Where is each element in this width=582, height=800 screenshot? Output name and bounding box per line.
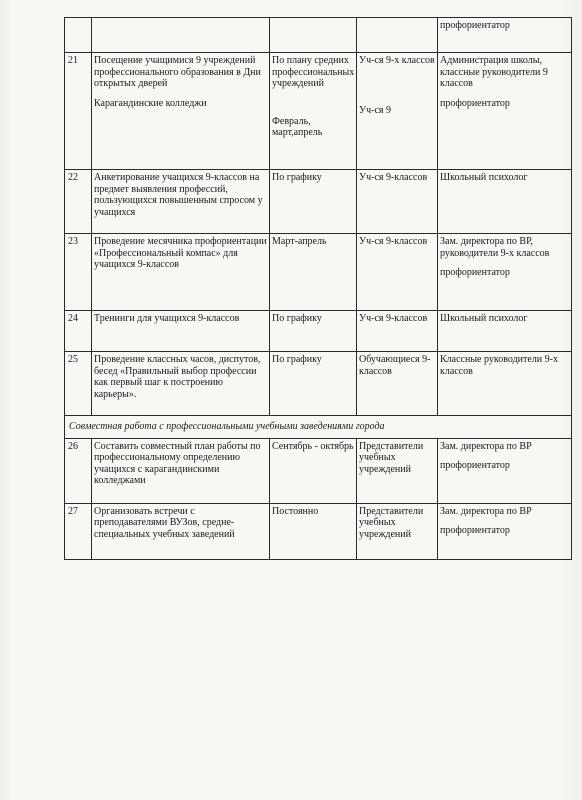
activity-plan-table <box>64 17 572 560</box>
cell-timing: По графику <box>270 352 357 416</box>
cell-participants: Представители учебных учреждений <box>357 503 438 559</box>
cell-participants: Уч-ся 9-классов <box>357 311 438 352</box>
responsible-text: профориентатор <box>440 20 510 31</box>
cell-participants: Уч-ся 9-классов <box>357 170 438 234</box>
table-row <box>65 53 572 170</box>
activity-note: Карагандинские колледжи <box>94 97 207 109</box>
cell-timing: Постоянно <box>270 503 357 559</box>
responsible-note: профориентатор <box>440 525 510 536</box>
table-row <box>65 352 572 416</box>
cell-participants: Представители учебных учреждений <box>357 438 438 503</box>
cell-participants <box>357 53 438 170</box>
table-row <box>65 438 572 503</box>
cell-timing: Сентябрь - октябрь <box>270 438 357 503</box>
participants-text: Уч-ся 9-х классов <box>359 55 435 66</box>
cell-responsible <box>438 438 572 503</box>
table-row-continuation <box>65 18 572 53</box>
cell-activity: Проведение классных часов, диспутов, бесед «Правильный выбор профессии как первый шаг к построению карьеры». <box>92 352 270 416</box>
responsible-note: профориентатор <box>440 460 510 471</box>
cell-responsible: Школьный психолог <box>438 170 572 234</box>
responsible-text: Зам. директора по ВР <box>440 505 532 517</box>
table-row <box>65 170 572 234</box>
cell-responsible <box>438 53 572 170</box>
section-heading: Совместная работа с профессиональными учебными заведениями города <box>65 416 572 439</box>
cell-participants <box>357 18 438 53</box>
cell-num: 23 <box>65 234 92 311</box>
cell-responsible <box>438 503 572 559</box>
cell-num <box>65 18 92 53</box>
cell-num: 25 <box>65 352 92 416</box>
cell-activity: Организовать встречи с преподавателями ВУЗов, средне-специальных учебных заведений <box>92 503 270 559</box>
cell-activity: Составить совместный план работы по профессиональному определению учащихся с карагандинскими колледжами <box>92 438 270 503</box>
cell-responsible <box>438 234 572 311</box>
responsible-text: Зам. директора по ВР, руководители 9-х классов <box>440 236 550 259</box>
cell-timing: По графику <box>270 170 357 234</box>
cell-timing: По графику <box>270 311 357 352</box>
section-heading-row <box>65 416 572 439</box>
responsible-note: профориентатор <box>440 267 510 278</box>
cell-responsible <box>438 18 572 53</box>
cell-timing <box>270 18 357 53</box>
cell-activity <box>92 53 270 170</box>
cell-responsible: Школьный психолог <box>438 311 572 352</box>
table-row <box>65 503 572 559</box>
timing-text: По плану средних профессиональных учреждений <box>272 55 355 89</box>
participants-note: Уч-ся 9 <box>359 104 391 116</box>
table-row <box>65 234 572 311</box>
cell-participants: Обучающиеся 9-классов <box>357 352 438 416</box>
cell-num: 27 <box>65 503 92 559</box>
cell-responsible: Классные руководители 9-х классов <box>438 352 572 416</box>
responsible-text: Зам. директора по ВР <box>440 440 532 452</box>
cell-participants: Уч-ся 9-классов <box>357 234 438 311</box>
activity-text: Посещение учащимися 9 учреждений профессионального образования в Дни открытых дверей <box>94 55 261 89</box>
cell-activity: Анкетирование учащихся 9-классов на предмет выявления профессий, пользующихся повышенным спросом у учащихся <box>92 170 270 234</box>
cell-activity: Тренинги для учащихся 9-классов <box>92 311 270 352</box>
cell-num: 22 <box>65 170 92 234</box>
responsible-note: профориентатор <box>440 97 510 109</box>
table-row <box>65 311 572 352</box>
cell-activity: Проведение месячника профориентации «Профессиональный компас» для учащихся 9-классов <box>92 234 270 311</box>
cell-num: 26 <box>65 438 92 503</box>
cell-activity <box>92 18 270 53</box>
cell-timing <box>270 53 357 170</box>
cell-timing: Март-апрель <box>270 234 357 311</box>
cell-num: 24 <box>65 311 92 352</box>
cell-num: 21 <box>65 53 92 170</box>
timing-note: Февраль, март,апрель <box>272 115 323 138</box>
responsible-text: Администрация школы, классные руководители 9 классов <box>440 55 548 89</box>
